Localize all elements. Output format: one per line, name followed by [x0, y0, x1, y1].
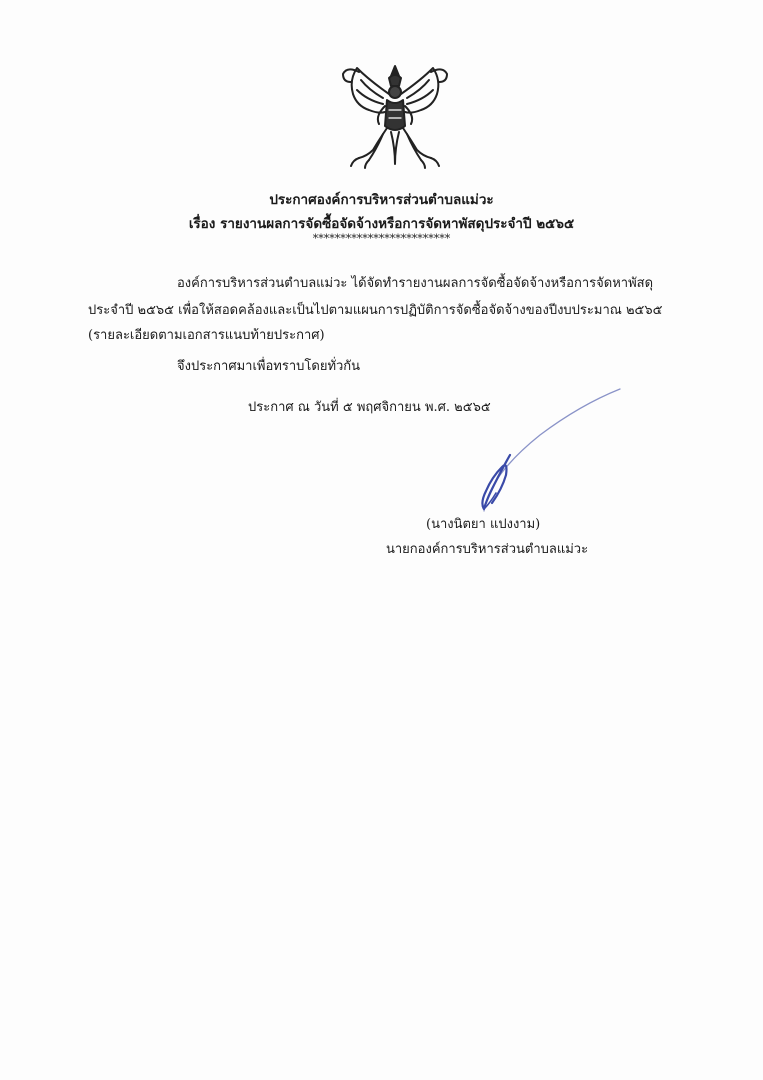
body-line-2: ประจำปี ๒๕๖๕ เพื่อให้สอดคล้องและเป็นไปตามแผนการปฏิบัติการจัดซื้อจัดจ้างของปีงบประมาณ ๒๕๖๕ [88, 303, 663, 318]
document-title: ประกาศองค์การบริหารส่วนตำบลแม่วะ [269, 192, 494, 208]
signatory-position: นายกองค์การบริหารส่วนตำบลแม่วะ [386, 542, 589, 557]
separator-stars: ************************* [312, 232, 451, 245]
signatory-name: (นางนิตยา แปงงาม) [426, 517, 541, 532]
date-line: ประกาศ ณ วันที่ ๕ พฤศจิกายน พ.ศ. ๒๕๖๕ [248, 400, 491, 415]
handwritten-signature [440, 385, 630, 525]
body-line-1: องค์การบริหารส่วนตำบลแม่วะ ได้จัดทำรายงานผลการจัดซื้อจัดจ้างหรือการจัดหาพัสดุ [177, 276, 654, 291]
announcement-line: จึงประกาศมาเพื่อทราบโดยทั่วกัน [177, 359, 361, 374]
body-line-3: (รายละเอียดตามเอกสารแนบท้ายประกาศ) [88, 328, 325, 343]
garuda-emblem-icon [339, 60, 451, 172]
document-subject: เรื่อง รายงานผลการจัดซื้อจัดจ้างหรือการจัดหาพัสดุประจำปี ๒๕๖๕ [188, 216, 575, 232]
